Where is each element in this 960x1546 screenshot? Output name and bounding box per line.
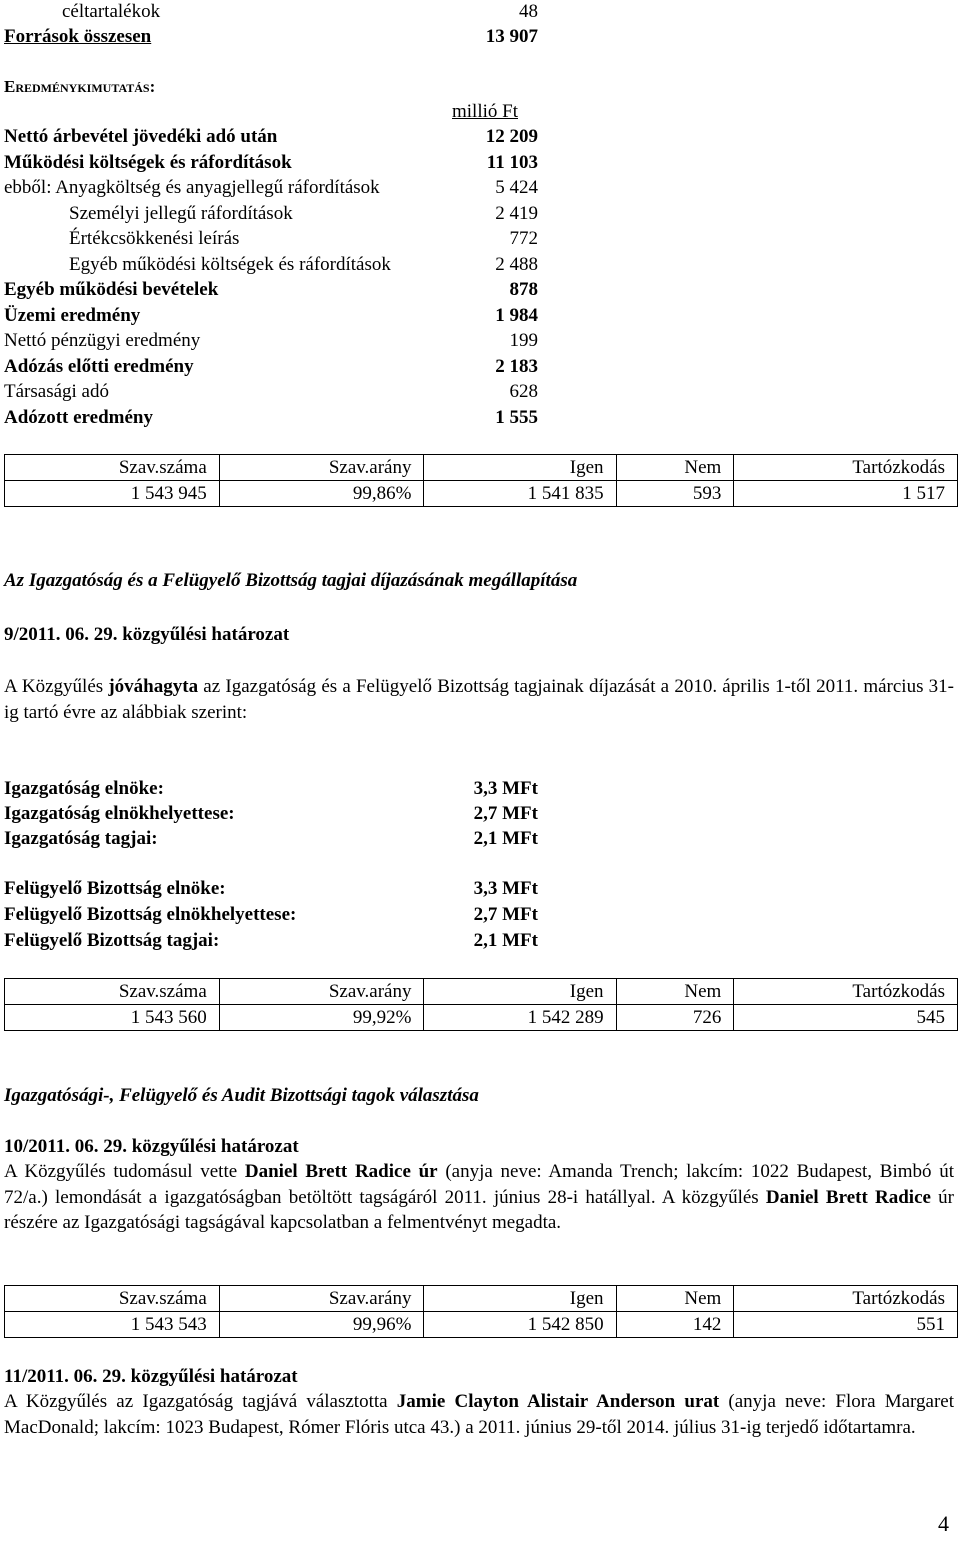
vote-header-cell: Szav.arány <box>219 1286 424 1312</box>
income-row-label: Adózott eredmény <box>4 406 153 428</box>
income-row-value: 199 <box>509 330 538 351</box>
fee-value: 2,1 MFt <box>473 828 538 849</box>
income-unit: millió Ft <box>452 101 518 122</box>
income-row-value: 5 424 <box>495 177 538 198</box>
income-row-label: Adózás előtti eredmény <box>4 355 194 377</box>
vote-cell: 593 <box>616 481 734 507</box>
fee-label: Felügyelő Bizottság elnökhelyettese: <box>4 904 297 925</box>
balance-value-provisions: 48 <box>519 1 538 22</box>
vote-cell: 1 543 560 <box>5 1005 220 1031</box>
income-row-value: 772 <box>509 228 538 249</box>
vote-header-cell: Nem <box>616 979 734 1005</box>
vote-cell: 1 543 543 <box>5 1312 220 1338</box>
income-row-value: 1 555 <box>495 406 538 428</box>
vote-cell: 551 <box>734 1312 958 1338</box>
vote-cell: 99,86% <box>219 481 424 507</box>
vote-cell: 99,92% <box>219 1005 424 1031</box>
vote-table-1 <box>4 454 958 507</box>
page-number: 4 <box>938 1511 949 1536</box>
resolution-11: 11/2011. 06. 29. közgyűlési határozat <box>4 1366 298 1387</box>
income-row-value: 12 209 <box>485 126 538 147</box>
fee-label: Felügyelő Bizottság tagjai: <box>4 930 220 951</box>
income-row-value: 2 183 <box>495 355 538 377</box>
income-row-value: 11 103 <box>486 151 538 173</box>
vote-table-header <box>5 1286 958 1312</box>
income-row-label: Egyéb működési bevételek <box>4 279 219 300</box>
vote-cell: 1 541 835 <box>424 481 616 507</box>
income-heading: Eredménykimutatás: <box>4 77 156 96</box>
income-row-label: Egyéb működési költségek és ráfordítások <box>69 253 391 275</box>
income-row-value: 628 <box>509 381 538 402</box>
fee-value: 2,7 MFt <box>473 803 538 824</box>
vote-header-cell: Igen <box>424 979 616 1005</box>
fee-value: 2,7 MFt <box>473 904 538 925</box>
vote-table-2 <box>4 978 958 1031</box>
vote-header-cell: Szav.arány <box>219 455 424 481</box>
income-row-label: Értékcsökkenési leírás <box>69 228 240 249</box>
vote-header-cell: Nem <box>616 455 734 481</box>
balance-label-provisions: céltartalékok <box>62 1 161 22</box>
fee-label: Igazgatóság elnöke: <box>4 778 164 799</box>
income-row-label: ebből: Anyagköltség és anyagjellegű ráfordítások <box>4 177 380 198</box>
income-row-label: Nettó árbevétel jövedéki adó után <box>4 126 278 147</box>
vote-header-cell: Szav.arány <box>219 979 424 1005</box>
income-row-label: Személyi jellegű ráfordítások <box>69 202 293 224</box>
vote-cell: 99,96% <box>219 1312 424 1338</box>
vote-table-row <box>5 1005 958 1031</box>
vote-header-cell: Szav.száma <box>5 1286 220 1312</box>
vote-header-cell: Szav.száma <box>5 979 220 1005</box>
vote-table-3 <box>4 1285 958 1338</box>
income-row-value: 878 <box>509 279 538 300</box>
vote-cell: 545 <box>734 1005 958 1031</box>
vote-header-cell: Igen <box>424 1286 616 1312</box>
resolution-9-text: A Közgyűlés jóváhagyta az Igazgatóság és a Felügyelő Bizottság tagjainak díjazását a 2010. április 1-től 2011. március 31-ig tartó évre az alábbiak szerint: <box>4 676 955 723</box>
vote-cell: 1 542 289 <box>424 1005 616 1031</box>
vote-table-row <box>5 1312 958 1338</box>
vote-header-cell: Tartózkodás <box>734 979 958 1005</box>
vote-header-cell: Igen <box>424 455 616 481</box>
fee-value: 2,1 MFt <box>473 930 538 951</box>
vote-table-row <box>5 481 958 507</box>
balance-total-value: 13 907 <box>485 26 538 47</box>
fee-value: 3,3 MFt <box>473 878 538 899</box>
income-row-label: Működési költségek és ráfordítások <box>4 151 292 173</box>
vote-cell: 1 542 850 <box>424 1312 616 1338</box>
vote-header-cell: Szav.száma <box>5 455 220 481</box>
income-row-label: Nettó pénzügyi eredmény <box>4 330 201 351</box>
section-title-elections: Igazgatósági-, Felügyelő és Audit Bizottsági tagok választása <box>4 1085 479 1106</box>
section-title-remuneration: Az Igazgatóság és a Felügyelő Bizottság tagjai díjazásának megállapítása <box>4 570 578 591</box>
vote-table-header <box>5 455 958 481</box>
vote-table-header <box>5 979 958 1005</box>
resolution-11-text: A Közgyűlés az Igazgatóság tagjává választotta Jamie Clayton Alistair Anderson urat (anyja neve: Flora Margaret MacDonald; lakcím: 1023 Budapest, Rómer Flóris utca 43.) a 2011. június 29-től 2014. július 31-ig terjedő időtartamra. <box>4 1391 954 1438</box>
vote-header-cell: Nem <box>616 1286 734 1312</box>
fee-label: Igazgatóság tagjai: <box>4 828 158 849</box>
income-row-value: 2 488 <box>495 253 538 275</box>
resolution-10: 10/2011. 06. 29. közgyűlési határozat <box>4 1136 299 1157</box>
fee-value: 3,3 MFt <box>473 778 538 799</box>
vote-header-cell: Tartózkodás <box>734 1286 958 1312</box>
vote-header-cell: Tartózkodás <box>734 455 958 481</box>
balance-total-label: Források összesen <box>4 26 152 47</box>
vote-cell: 142 <box>616 1312 734 1338</box>
vote-cell: 1 543 945 <box>5 481 220 507</box>
vote-cell: 726 <box>616 1005 734 1031</box>
income-row-value: 1 984 <box>495 304 538 326</box>
income-row-label: Társasági adó <box>4 381 109 402</box>
resolution-9: 9/2011. 06. 29. közgyűlési határozat <box>4 624 290 645</box>
income-row-label: Üzemi eredmény <box>4 304 141 326</box>
income-row-value: 2 419 <box>495 202 538 224</box>
fee-label: Igazgatóság elnökhelyettese: <box>4 803 235 824</box>
fee-label: Felügyelő Bizottság elnöke: <box>4 878 226 899</box>
vote-cell: 1 517 <box>734 481 958 507</box>
resolution-10-text: A Közgyűlés tudomásul vette Daniel Brett Radice úr (anyja neve: Amanda Trench; lakcím: 1022 Budapest, Bimbó út 72/a.) lemondását a igazgatóságban betöltött tagságáról 2011. június 28-i hatállyal. A közgyűlés Daniel Brett Radice úr részére az Igazgatósági tagságával kapcsolatban a felmentvényt megadta. <box>4 1161 954 1233</box>
